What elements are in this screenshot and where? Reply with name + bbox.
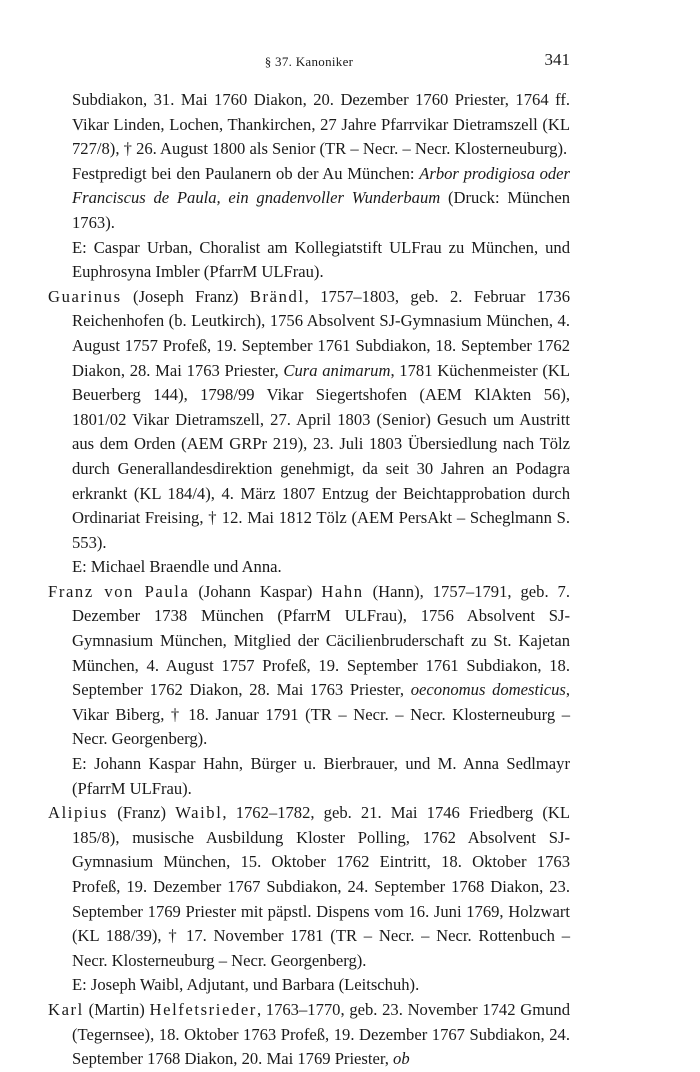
- entry-hahn: [48, 580, 570, 752]
- entry-baptismal-name: (Johann Kaspar): [189, 581, 322, 601]
- entry-baptismal-name: (Franz): [108, 803, 176, 823]
- page-header: [48, 50, 570, 74]
- work-title: Arbor prodigiosa oder Franciscus de Paula, ein gnadenvoller Wunderbaum: [72, 163, 570, 208]
- entry-parents: E: Johann Kaspar Hahn, Bürger u. Bierbrauer, und M. Anna Sedlmayr (PfarrM ULFrau).: [72, 754, 570, 798]
- festpredigt-text: Festpredigt bei den Paulanern ob der Au München:: [72, 163, 420, 183]
- entry-text: , 1763–1770, geb. 23. November 1742 Gmund (Tegernsee), 18. Oktober 1763 Profeß, 19. Dezember 1767 Subdiakon, 24. September 1768 Diakon, 20. Mai 1769 Priester,: [72, 999, 570, 1069]
- entry-surname: Waibl: [175, 803, 223, 823]
- entry-parents: E: Joseph Waibl, Adjutant, und Barbara (Leitschuh).: [72, 975, 420, 995]
- entry-surname: Brändl: [249, 286, 305, 306]
- entry-religious-name: Alipius: [48, 803, 109, 823]
- entry-italic-term: oeconomus domesticus: [410, 680, 566, 700]
- entry-surname: Helfetsrieder: [149, 999, 257, 1019]
- entry-italic-term: ob: [393, 1049, 410, 1069]
- print-note: (Druck: München 1763).: [72, 188, 570, 232]
- entry-religious-name: Guarinus: [48, 286, 122, 306]
- entry-text-continued: , 1781 Küchenmeister (KL Beuerberg 144), 1798/99 Vikar Siegertshofen (AEM KlAkten 56), 1801/02 Vikar Dietramszell, 27. April 1803 (Senior) Gesuch um Austritt aus dem Orden (AEM GRPr 219), 23. Juli 1803 Übersiedlung nach Tölz durch Generallandesdirektion genehmigt, da seit 30 Jahren an Podagra erkrankt (KL 184/4), 4. März 1807 Entzug der Beichtapprobation durch Ordinariat Freising, † 12. Mai 1812 Tölz (AEM PersAkt – Scheglmann S. 553).: [72, 360, 571, 552]
- running-head: § 37. Kanoniker: [264, 54, 354, 69]
- entry-surname: Hahn: [321, 581, 364, 601]
- entry-helfetsrieder: [48, 998, 570, 1072]
- parents-note: E: Caspar Urban, Choralist am Kollegiatstift ULFrau zu München, und Euphrosyna Imbler (PfarrM ULFrau).: [72, 237, 570, 282]
- entry-waibl: [48, 801, 570, 973]
- festpredigt-note: [48, 162, 570, 236]
- page-number: 341: [544, 50, 570, 69]
- entry-baptismal-name: (Martin): [83, 999, 150, 1019]
- entry-text: , 1762–1782, geb. 21. Mai 1746 Friedberg (KL 185/8), musische Ausbildung Kloster Polling, 1762 Absolvent SJ-Gymnasium München, 15. Oktober 1762 Eintritt, 18. Oktober 1763 Profeß, 19. Dezember 1767 Subdiakon, 24. September 1768 Diakon, 23. September 1769 Priester mit päpstl. Dispens vom 16. Juni 1769, Holzwart (KL 188/39), † 17. November 1781 (TR – Necr. – Necr. Rottenbuch – Necr. Klosterneuburg – Necr. Georgenberg).: [72, 803, 570, 970]
- entry-text: (Hann), 1757–1791, geb. 7. Dezember 1738 München (PfarrM ULFrau), 1756 Absolvent SJ-Gymnasium München, Mitglied der Cäcilienbruderschaft zu St. Kajetan München, 4. August 1757 Profeß, 19. September 1761 Subdiakon, 18. September 1762 Diakon, 28. Mai 1763 Priester,: [72, 581, 570, 700]
- entry-italic-term: Cura animarum: [283, 360, 391, 380]
- entry-parents: E: Michael Braendle und Anna.: [72, 557, 282, 577]
- entry-text-continued: , Vikar Biberg, † 18. Januar 1791 (TR – Necr. – Necr. Klosterneuburg – Necr. Georgenberg).: [72, 680, 570, 749]
- entry-text: , 1757–1803, geb. 2. Februar 1736 Reichenhofen (b. Leutkirch), 1756 Absolvent SJ-Gymnasium München, 4. August 1757 Profeß, 19. September 1761 Subdiakon, 18. September 1762 Diakon, 28. Mai 1763 Priester,: [72, 286, 570, 380]
- entry-brandl: [48, 285, 570, 556]
- entry-religious-name: Franz von Paula: [48, 581, 190, 601]
- continued-entry-text: Subdiakon, 31. Mai 1760 Diakon, 20. Dezember 1760 Priester, 1764 ff. Vikar Linden, Lochen, Thankirchen, 27 Jahre Pfarrvikar Dietramszell (KL 727/8), † 26. August 1800 als Senior (TR – Necr. – Necr. Klosterneuburg).: [72, 90, 570, 159]
- entry-baptismal-name: (Joseph Franz): [121, 286, 250, 306]
- entry-religious-name: Karl: [48, 999, 84, 1019]
- body-text: [48, 88, 570, 1072]
